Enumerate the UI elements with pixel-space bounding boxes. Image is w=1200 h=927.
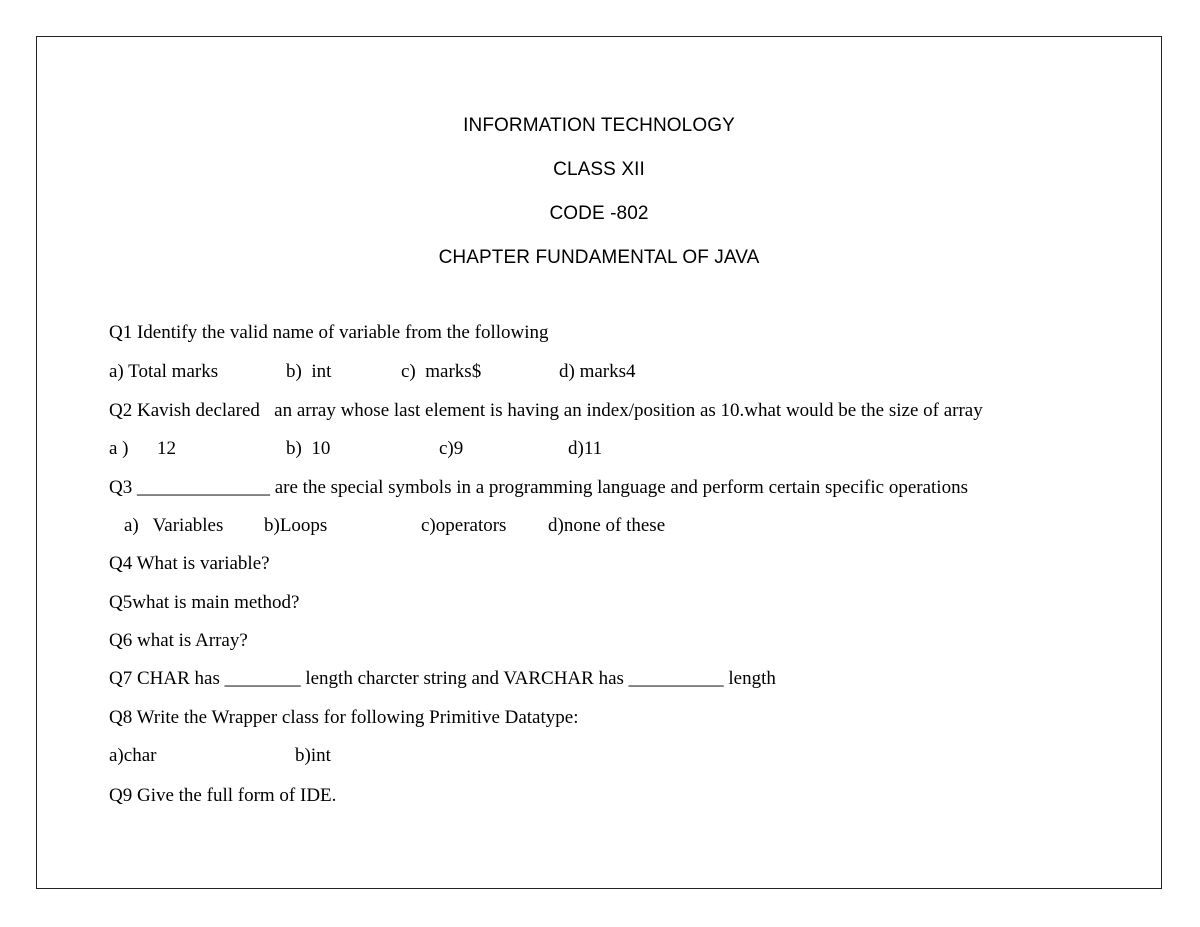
question-3: Q3 ______________ are the special symbols in a programming language and perform certain specific operations: [109, 477, 968, 498]
question-1: Q1 Identify the valid name of variable from the following: [109, 322, 549, 343]
code-heading: CODE -802: [549, 203, 649, 224]
question-1-option-b: b) int: [286, 361, 332, 382]
class-heading: CLASS XII: [553, 159, 645, 180]
question-2-option-c: c)9: [439, 438, 464, 459]
question-8-option-b: b)int: [295, 745, 331, 766]
question-1-option-a: a) Total marks: [109, 361, 219, 382]
question-5: Q5what is main method?: [109, 592, 300, 613]
question-9: Q9 Give the full form of IDE.: [109, 785, 337, 806]
chapter-heading: CHAPTER FUNDAMENTAL OF JAVA: [438, 247, 760, 268]
question-3-option-b: b)Loops: [264, 515, 328, 536]
question-1-option-c: c) marks$: [401, 361, 482, 382]
question-2-option-d: d)11: [568, 438, 603, 459]
question-1-option-d: d) marks4: [559, 361, 636, 382]
question-3-option-a: a) Variables: [124, 515, 224, 536]
question-3-option-d: d)none of these: [548, 515, 666, 536]
question-8: Q8 Write the Wrapper class for following Primitive Datatype:: [109, 707, 579, 728]
question-4: Q4 What is variable?: [109, 553, 270, 574]
question-2-option-a: a ) 12: [109, 438, 177, 459]
question-3-option-c: c)operators: [421, 515, 507, 536]
question-7: Q7 CHAR has ________ length charcter string and VARCHAR has __________ length: [109, 668, 776, 689]
document-page: [36, 36, 1162, 889]
question-6: Q6 what is Array?: [109, 630, 248, 651]
question-2-option-b: b) 10: [286, 438, 331, 459]
subject-heading: INFORMATION TECHNOLOGY: [463, 115, 735, 136]
question-2: Q2 Kavish declared an array whose last element is having an index/position as 10.what would be the size of array: [109, 400, 983, 421]
question-8-option-a: a)char: [109, 745, 157, 766]
